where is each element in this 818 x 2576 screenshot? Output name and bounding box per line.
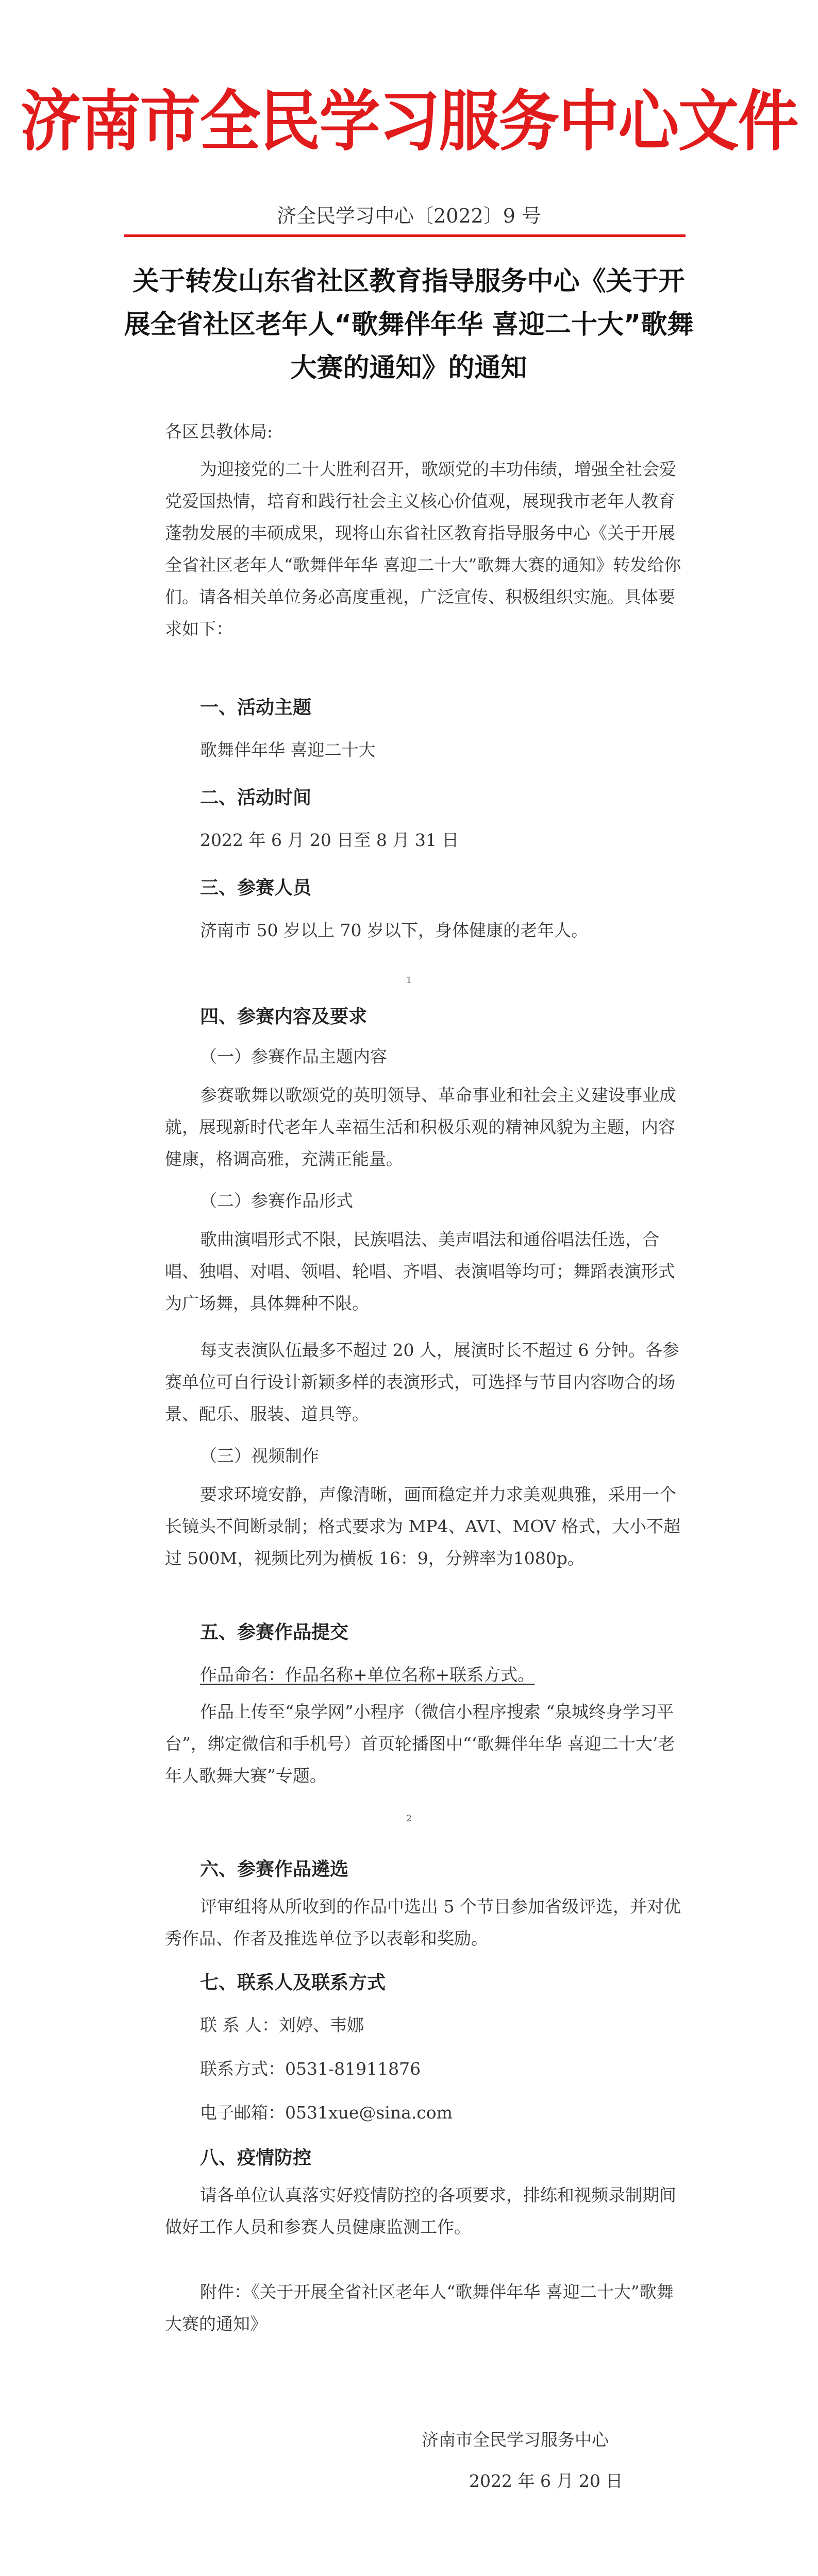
document-title: 关于转发山东省社区教育指导服务中心《关于开展全省社区老年人“歌舞伴年华 喜迎二十大”歌舞大赛的通知》的通知 — [124, 266, 694, 383]
section-heading-submission: 五、参赛作品提交 — [200, 1622, 349, 1643]
theme-content-paragraph: 参赛歌舞以歌颂党的英明领导、革命事业和社会主义建设事业成就，展现新时代老年人幸福生活和积极乐观的精神风貌为主题，内容健康，格调高雅，充满正能量。 — [165, 1085, 676, 1169]
contact-person: 联 系 人：刘婷、韦娜 — [200, 2015, 364, 2035]
signature-org: 济南市全民学习服务中心 — [422, 2430, 609, 2450]
document-number: 济全民学习中心〔2022〕9 号 — [277, 205, 541, 227]
subheading-theme-content: （一）参赛作品主题内容 — [200, 1046, 387, 1066]
epidemic-paragraph: 请各单位认真落实好疫情防控的各项要求，排练和视频录制期间做好工作人员和参赛人员健康监测工作。 — [165, 2185, 676, 2237]
theme-text: 歌舞伴年华 喜迎二十大 — [200, 740, 376, 760]
contact-email: 电子邮箱：0531xue@sina.com — [200, 2103, 453, 2123]
section-heading-participants: 三、参赛人员 — [200, 877, 312, 899]
intro-paragraph: 为迎接党的二十大胜利召开，歌颂党的丰功伟绩，增强全社会爱党爱国热情，培育和践行社会主义核心价值观，展现我市老年人教育蓬勃发展的丰硕成果，现将山东省社区教育指导服务中心《关于开展全省社区老年人“歌舞伴年华 喜迎二十大”歌舞大赛的通知》转发给你们。请各相关单位务必高度重视，广泛宣传、积极组织实施。具体要求如下： — [165, 459, 681, 639]
attachment-note: 附件：《关于开展全省社区老年人“歌舞伴年华 喜迎二十大”歌舞大赛的通知》 — [165, 2282, 674, 2334]
org-header-title: 济南市全民学习服务中心文件 — [20, 82, 798, 160]
form-paragraph-2: 每支表演队伍最多不超过 20 人，展演时长不超过 6 分钟。各参赛单位可自行设计新颖多样的表演形式，可选择与节目内容吻合的场景、配乐、服装、道具等。 — [165, 1340, 679, 1424]
section-heading-content: 四、参赛内容及要求 — [200, 1006, 368, 1027]
naming-rule: 作品命名：作品名称+单位名称+联系方式。 — [200, 1665, 535, 1685]
section-heading-contact: 七、联系人及联系方式 — [200, 1972, 386, 1993]
participants-text: 济南市 50 岁以上 70 岁以下，身体健康的老年人。 — [200, 920, 588, 940]
contact-phone: 联系方式：0531-81911876 — [200, 2059, 421, 2079]
form-paragraph-1: 歌曲演唱形式不限，民族唱法、美声唱法和通俗唱法任选，合唱、独唱、对唱、领唱、轮唱、齐唱、表演唱等均可；舞蹈表演形式为广场舞，具体舞种不限。 — [165, 1229, 675, 1313]
subheading-video: （三）视频制作 — [200, 1446, 319, 1466]
time-text: 2022 年 6 月 20 日至 8 月 31 日 — [200, 830, 459, 850]
section-heading-epidemic: 八、疫情防控 — [200, 2147, 312, 2168]
red-divider — [124, 234, 686, 237]
recipient: 各区县教体局: — [165, 421, 273, 442]
section-heading-time: 二、活动时间 — [200, 787, 312, 808]
selection-paragraph: 评审组将从所收到的作品中选出 5 个节目参加省级评选，并对优秀作品、作者及推选单位予以表彰和奖励。 — [165, 1896, 681, 1948]
subheading-form: （二）参赛作品形式 — [200, 1191, 353, 1211]
page-number: 2 — [406, 1814, 412, 1824]
signature-date: 2022 年 6 月 20 日 — [469, 2471, 623, 2491]
section-heading-selection: 六、参赛作品遴选 — [200, 1859, 349, 1880]
video-paragraph: 要求环境安静，声像清晰，画面稳定并力求美观典雅，采用一个长镜头不间断录制；格式要求为 MP4、AVI、MOV 格式，大小不超过 500M，视频比列为横板 16：9，分辨率为1080p。 — [165, 1484, 681, 1568]
section-heading-theme: 一、活动主题 — [200, 697, 312, 718]
page-number: 1 — [406, 975, 412, 986]
submission-paragraph: 作品上传至“泉学网”小程序（微信小程序搜索 “泉城终身学习平台”，绑定微信和手机号）首页轮播图中“‘歌舞伴年华 喜迎二十大’老年人歌舞大赛”专题。 — [165, 1702, 675, 1786]
